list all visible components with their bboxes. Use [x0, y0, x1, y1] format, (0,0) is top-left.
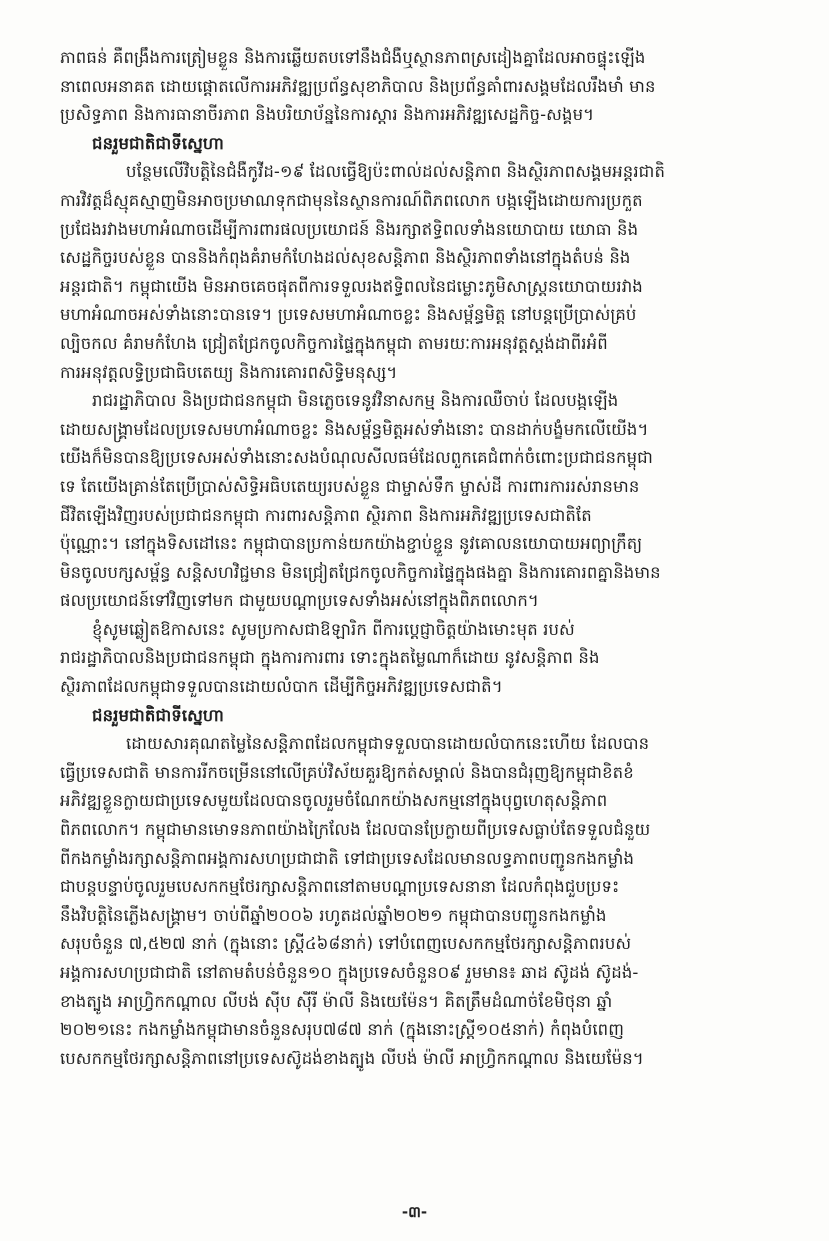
text-line: សេដ្ឋកិច្ចរបស់ខ្លួន បាននិងកំពុងគំរាមកំហែងដល់សុខសន្តិភាព និងស្ថិរភាពទាំងនៅក្នុងតំបន់ និង — [60, 248, 631, 268]
text-line: ដោយសង្គ្រាមដែលប្រទេសមហាអំណាចខ្លះ និងសម្ព័ន្ធមិត្តអស់ទាំងនោះ បានដាក់បង្ខំមកលើយើង។ — [60, 419, 649, 439]
text-line: ល្បិចកល គំរាមកំហែង ជ្រៀតជ្រែកចូលកិច្ចការផ្ទៃក្នុងកម្ពុជា តាមរយៈការអនុវត្តស្តង់ដាពីរអំពី — [60, 333, 608, 353]
text-line: ពីកងកម្លាំងរក្សាសន្តិភាពអង្គការសហប្រជាជាតិ ទៅជាប្រទេសដែលមានលទ្ធភាពបញ្ជូនកងកម្លាំង — [60, 848, 635, 868]
body-text — [60, 44, 768, 1073]
text-line: ជីវិតឡើងវិញរបស់ប្រជាជនកម្ពុជា ការពារសន្តិភាព ស្ថិរភាព និងការអភិវឌ្ឍប្រទេសជាតិតែ — [60, 505, 592, 525]
text-line: ប៉ុណ្ណោះ។ នៅក្នុងទិសដៅនេះ កម្ពុជាបានប្រកាន់យកយ៉ាងខ្ជាប់ខ្ជួន នូវគោលនយោបាយអព្យាក្រឹត្យ — [60, 534, 643, 554]
text-line: បេសកកម្មថែរក្សាសន្តិភាពនៅប្រទេសស៊ូដង់ខាងត្បូង លីបង់ ម៉ាលី អាហ្វ្រិកកណ្តាល និងយេម៉ែន។ — [60, 1048, 644, 1068]
text-line: បន្ថែមលើវិបត្តិនៃជំងឺកូវីដ-១៩ ដែលធ្វើឱ្យប៉ះពាល់ដល់សន្តិភាព និងស្ថិរភាពសង្គមអន្តរជាតិ — [126, 162, 666, 182]
text-line: នឹងវិបត្តិនៃភ្លើងសង្គ្រាម។ ចាប់ពីឆ្នាំ២០០៦ រហូតដល់ឆ្នាំ២០២១ កម្ពុជាបានបញ្ជូនកងកម្លាំង — [60, 905, 607, 925]
text-line: ប្រជែងរវាងមហាអំណាចដើម្បីការពារផលប្រយោជន៍ និងរក្សាឥទ្ធិពលទាំងនយោបាយ យោធា និង — [60, 219, 639, 239]
text-line: ប្រសិទ្ធភាព និងការធានាចីរភាព និងបរិយាប័ន្ននៃការស្តារ និងការអភិវឌ្ឍសេដ្ឋកិច្ច-សង្គម។ — [60, 105, 595, 125]
text-line: ២០២១នេះ កងកម្លាំងកម្ពុជាមានចំនួនសរុប៧៨៧ នាក់ (ក្នុងនោះស្ត្រី១០៥នាក់) កំពុងបំពេញ — [60, 1020, 625, 1040]
page-number: -៣- — [401, 1203, 428, 1221]
text-line: អង្គការសហប្រជាជាតិ នៅតាមតំបន់ចំនួន១០ ក្នុងប្រទេសចំនួន០៩ រួមមាន៖ ឆាដ ស៊ូដង់ ស៊ូដង់- — [60, 963, 639, 982]
text-line: យើងក៏មិនបានឱ្យប្រទេសអស់ទាំងនោះសងបំណុលសីលធម៌ដែលពួកគេជំពាក់ចំពោះប្រជាជនកម្ពុជា — [60, 448, 653, 468]
text-line: ទេ តែយើងគ្រាន់តែប្រើប្រាស់សិទ្ធិអធិបតេយ្យរបស់ខ្លួន ជាម្ចាស់ទឹក ម្ចាស់ដី ការពារការរស់រានមាន — [60, 476, 640, 496]
text-line: អន្តរជាតិ។ កម្ពុជាយើង មិនអាចគេចផុតពីការទទួលរងឥទ្ធិពលនៃជម្លោះភូមិសាស្ត្រនយោបាយរវាង — [60, 276, 643, 296]
text-line: មិនចូលបក្សសម្ព័ន្ធ សន្តិសហវិជ្ជមាន មិនជ្រៀតជ្រែកចូលកិច្ចការផ្ទៃក្នុងផងគ្នា និងការគោរពគ្នានិងមាន — [60, 562, 661, 582]
text-line: ពិភពលោក។ កម្ពុជាមានមោទនភាពយ៉ាងក្រៃលែង ដែលបានប្រែក្លាយពីប្រទេសធ្លាប់តែទទួលជំនួយ — [60, 820, 651, 840]
text-line: អភិវឌ្ឍខ្លួនក្លាយជាប្រទេសមួយដែលបានចូលរួមចំណែកយ៉ាងសកម្មនៅក្នុងបុព្វហេតុសន្តិភាព — [60, 791, 608, 811]
text-line: នាពេលអនាគត ដោយផ្តោតលើការអភិវឌ្ឍប្រព័ន្ធសុខាភិបាល និងប្រព័ន្ធគាំពារសង្គមដែលរឹងមាំ មាន — [60, 76, 656, 96]
text-line: សរុបចំនួន ៧,៥២៧ នាក់ (ក្នុងនោះ ស្ត្រី៤៦៨នាក់) ទៅបំពេញបេសកកម្មថែរក្សាសន្តិភាពរបស់ — [60, 934, 632, 954]
text-line: ការអនុវត្តលទ្ធិប្រជាធិបតេយ្យ និងការគោរពសិទ្ធិមនុស្ស។ — [60, 362, 398, 382]
text-line: ភាពធន់ គឺពង្រឹងការត្រៀមខ្លួន និងការឆ្លើយតបទៅនឹងជំងឺឬស្ថានភាពស្រដៀងគ្នាដែលអាចផ្ទុះឡើង — [60, 48, 646, 67]
text-line: ដោយសារគុណតម្លៃនៃសន្តិភាពដែលកម្ពុជាទទួលបានដោយលំបាកនេះហើយ ដែលបាន — [126, 734, 650, 754]
text-line: រាជរដ្ឋាភិបាល និងប្រជាជនកម្ពុជា មិនភ្លេចទេនូវវិនាសកម្ម និងការឈឺចាប់ ដែលបង្កឡើង — [92, 391, 619, 411]
section-heading: ជនរួមជាតិជាទីស្នេហា — [92, 133, 224, 153]
text-line: ផលប្រយោជន៍ទៅវិញទៅមក ជាមួយបណ្តាប្រទេសទាំងអស់នៅក្នុងពិភពលោក។ — [60, 591, 539, 611]
section-heading: ជនរួមជាតិជាទីស្នេហា — [92, 705, 224, 725]
text-line: ខ្ញុំសូមឆ្លៀតឱកាសនេះ សូមប្រកាសជាឱឡារិក ពីការប្តេជ្ញាចិត្តយ៉ាងមោះមុត របស់ — [92, 619, 575, 639]
text-line: ខាងត្បូង អាហ្វ្រិកកណ្តាល លីបង់ ស៊ីប ស៊ីរី ម៉ាលី និងយេម៉ែន។ គិតត្រឹមដំណាច់ខែមិថុនា ឆ្នាំ — [60, 991, 613, 1011]
text-line: ជាបន្តបន្ទាប់ចូលរួមបេសកកម្មថែរក្សាសន្តិភាពនៅតាមបណ្តាប្រទេសនានា ដែលកំពុងជួបប្រទះ — [60, 877, 620, 897]
text-line: មហាអំណាចអស់ទាំងនោះបានទេ។ ប្រទេសមហាអំណាចខ្លះ និងសម្ព័ន្ធមិត្ត នៅបន្តប្រើប្រាស់គ្រប់ — [60, 305, 637, 325]
text-line: ការវិវត្តដ៏ស្មុគស្មាញមិនអាចប្រមាណទុកជាមុននៃស្ថានការណ៍ពិភពលោក បង្កឡើងដោយការប្រកួត — [60, 190, 643, 210]
text-line: ស្ថិរភាពដែលកម្ពុជាទទួលបានដោយលំបាក ដើម្បីកិច្ចអភិវឌ្ឍប្រទេសជាតិ។ — [60, 677, 503, 697]
text-line: ធ្វើប្រទេសជាតិ មានការរីកចម្រើននៅលើគ្រប់វិស័យគួរឱ្យកត់សម្គាល់ និងបានជំរុញឱ្យកម្ពុជាខិតខំ — [60, 762, 634, 782]
text-line: រាជរដ្ឋាភិបាលនិងប្រជាជនកម្ពុជា ក្នុងការការពារ ទោះក្នុងតម្លៃណាក៏ដោយ នូវសន្តិភាព និង — [60, 648, 600, 668]
